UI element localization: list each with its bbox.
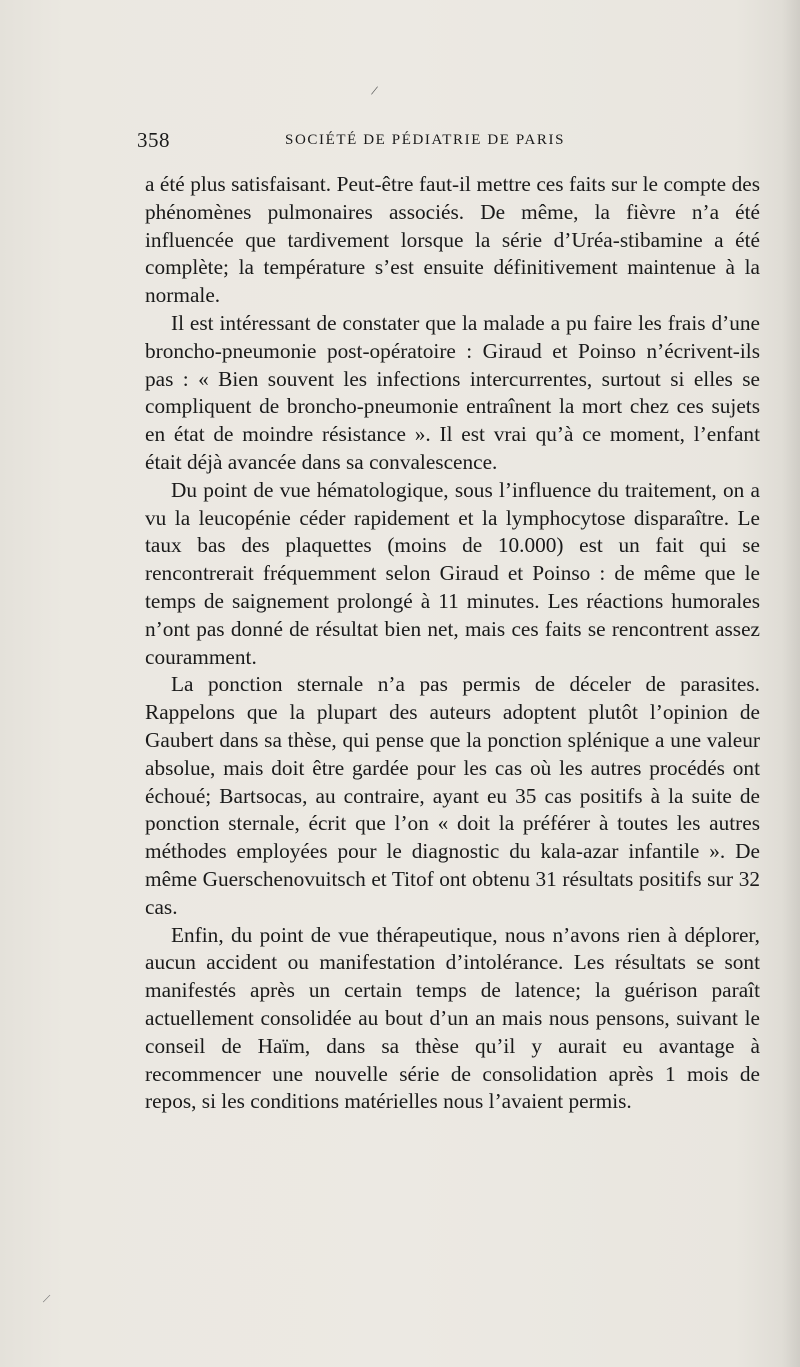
page-number: 358 — [137, 128, 170, 152]
body-text — [145, 171, 760, 1116]
running-head: SOCIÉTÉ DE PÉDIATRIE DE PARIS — [285, 132, 566, 148]
paragraph-3: Du point de vue hématologique, sous l’influence du traitement, on a vu la leucopénie céder rapidement et la lymphocytose disparaître. Le taux bas des plaquettes (moins de 10.000) est un fait qui se rencontrerait fréquemment selon Giraud et Poinso : de même que le temps de saignement prolongé à 11 minutes. Les réactions humorales n’ont pas donné de résultat bien net, mais ces faits se rencontrent assez couramment. — [145, 477, 760, 669]
paragraph-1: a été plus satisfaisant. Peut-être faut-il mettre ces faits sur le compte des phénomènes pulmonaires associés. De même, la fièvre n’a été influencée que tardivement lorsque la série d’Uréa-stibamine a été complète; la température s’est ensuite définitivement maintenue à la normale. — [145, 172, 760, 308]
page-edge — [782, 0, 800, 1367]
pencil-mark: / — [369, 83, 379, 100]
pencil-mark: / — [41, 1291, 52, 1308]
paragraph-4: La ponction sternale n’a pas permis de déceler de parasites. Rappelons que la plupart des auteurs adoptent plutôt l’opinion de Gaubert dans sa thèse, qui pense que la ponction splénique a une valeur absolue, mais doit être gardée pour les cas où les autres procédés ont échoué; Bartsocas, au contraire, ayant eu 35 cas positifs à la suite de ponction sternale, écrit que l’on « doit la préférer à toutes les autres méthodes employées pour le diagnostic du kala-azar infantile ». De même Guerschenovuitsch et Titof ont obtenu 31 résultats positifs sur 32 cas. — [145, 672, 760, 919]
page-header — [137, 128, 737, 154]
paragraph-5: Enfin, du point de vue thérapeutique, nous n’avons rien à déplorer, aucun accident ou manifestation d’intolérance. Les résultats se sont manifestés après un certain temps de latence; la guérison paraît actuellement consolidée au bout d’un an mais nous pensons, suivant le conseil de Haïm, dans sa thèse qu’il y aurait eu avantage à recommencer une nouvelle série de consolidation après 1 mois de repos, si les conditions matérielles nous l’avaient permis. — [145, 922, 760, 1114]
paragraph-2: Il est intéressant de constater que la malade a pu faire les frais d’une broncho-pneumonie post-opératoire : Giraud et Poinso n’écrivent-ils pas : « Bien souvent les infections intercurrentes, surtout si elles se compliquent de broncho-pneumonie entraînent la mort chez ces sujets en état de moindre résistance ». Il est vrai qu’à ce moment, l’enfant était déjà avancée dans sa convalescence. — [145, 310, 760, 474]
